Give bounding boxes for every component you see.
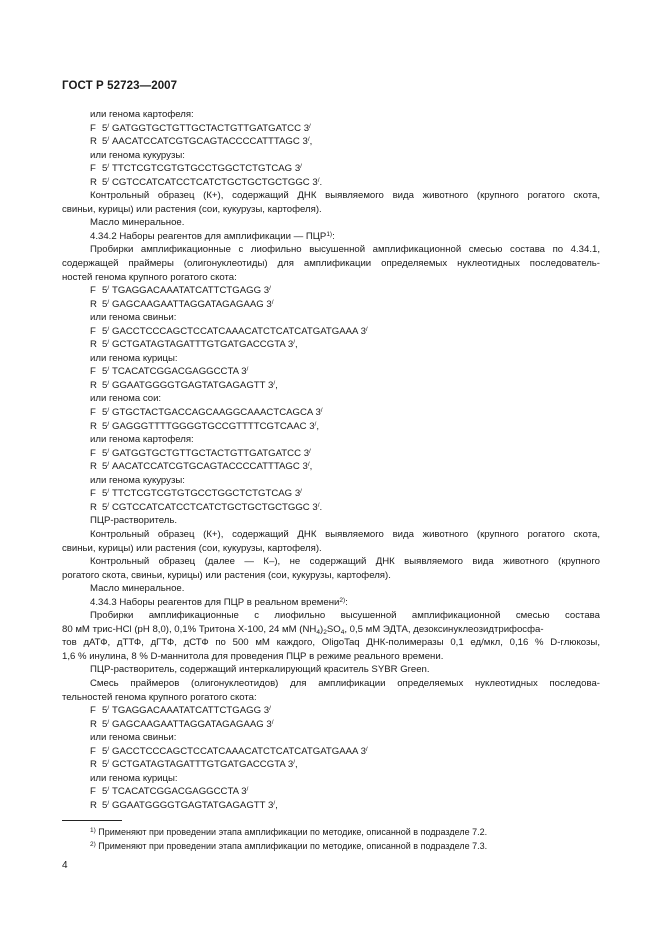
five-prime-label <box>102 406 112 420</box>
footnote <box>90 840 487 854</box>
primer-direction: F <box>90 366 96 378</box>
footnote-text: Применяют при проведении этапа амплификации по методике, описанной в подразделе 7.2. <box>98 827 488 837</box>
five-prime-label <box>102 501 112 515</box>
footnote-ref: 1) <box>326 230 333 238</box>
five-prime-label <box>102 325 112 339</box>
five-label: 5 <box>102 718 108 730</box>
prime-mark: / <box>107 420 110 428</box>
primer-direction: F <box>90 407 96 419</box>
primer-line <box>62 745 600 759</box>
primer-sequence: GAGCAAGAATTAGGATAGAGAAG <box>112 298 264 310</box>
five-prime-label <box>102 122 112 136</box>
prime-mark: / <box>307 461 310 469</box>
footnote-text: Применяют при проведении этапа амплификации по методике, описанной в подразделе 7.3. <box>98 840 488 851</box>
primer-direction: F <box>90 285 96 297</box>
primer-direction: R <box>90 799 97 811</box>
prime-mark: / <box>107 122 110 130</box>
primer-tail: , <box>295 759 298 771</box>
primer-tail: , <box>309 461 313 473</box>
primer-direction: R <box>90 461 97 473</box>
text-line: тельностей генома крупного рогатого скота: <box>62 691 257 703</box>
five-label: 5 <box>102 379 108 391</box>
primer-line <box>62 447 600 461</box>
primer-direction: F <box>90 745 96 757</box>
prime-mark: / <box>271 298 274 306</box>
text-line: 1,6 % инулина, 8 % D-маннитола для проведения ПЦР в режиме реального времени. <box>62 650 444 662</box>
text-line: Смесь праймеров (олигонуклеотидов) для амплификации определяемых нуклеотидных последова- <box>90 677 600 689</box>
text-part: ) <box>319 623 324 635</box>
prime-mark: / <box>107 176 110 184</box>
five-prime-label <box>102 460 112 474</box>
primer-sequence: TGAGGACAAATATCATTCTGAGG <box>112 285 262 297</box>
prime-mark: / <box>307 136 310 144</box>
primer-line <box>62 338 600 352</box>
prime-mark: / <box>107 786 110 794</box>
primer-direction: R <box>90 136 97 148</box>
primer-direction: F <box>90 163 96 175</box>
primer-line <box>62 785 600 799</box>
subscript: 4 <box>316 628 320 636</box>
text-line: Пробирки амплификационные с лиофильно высушенной амплификационной смесью состава по 4.34.1, <box>90 244 600 256</box>
three-label: 3 <box>303 122 310 134</box>
primer-line <box>62 704 600 718</box>
primer-sequence: GCTGATAGTAGATTTGTGATGACCGTA <box>112 759 286 771</box>
primer-line <box>62 176 600 190</box>
three-label: 3 <box>268 379 274 391</box>
three-label: 3 <box>309 420 315 432</box>
prime-mark: / <box>317 501 320 509</box>
section-heading-text: 4.34.2 Наборы реагентов для амплификации — ПЦР <box>90 230 327 242</box>
text-part: 80 мМ трис-HCl (рН 8,0), 0,1% Тритона Х-100, 24 мМ (NH <box>62 623 317 635</box>
three-label: 3 <box>263 285 270 297</box>
primer-sequence: GAGGGTTTTGGGGTGCCGTTTTCGTCAAC <box>112 420 307 432</box>
prime-mark: / <box>314 420 317 428</box>
five-label: 5 <box>102 298 108 310</box>
text-line: или генома кукурузы: <box>90 149 185 161</box>
text-line: или генома свиньи: <box>90 732 177 744</box>
primer-line <box>62 298 600 312</box>
prime-mark: / <box>300 163 302 171</box>
footnote <box>90 826 487 840</box>
primer-line <box>62 325 600 339</box>
primer-line <box>62 365 600 379</box>
five-label: 5 <box>102 501 108 513</box>
primer-direction: R <box>90 379 97 391</box>
section-heading <box>62 230 600 244</box>
prime-mark: / <box>300 488 302 496</box>
text-line: Контрольный образец (К+), содержащий ДНК выявляемого вида животного (крупного рогатого скота, <box>90 528 600 540</box>
primer-line <box>62 379 600 393</box>
primer-line <box>62 406 600 420</box>
prime-mark: / <box>269 705 271 713</box>
primer-tail: . <box>319 501 323 513</box>
primer-sequence: GACCTCCCAGCTCCATCAAACATCTCATCATGATGAAA <box>112 745 358 757</box>
five-prime-label <box>102 718 112 732</box>
primer-sequence: GCTGATAGTAGATTTGTGATGACCGTA <box>112 339 286 351</box>
text-line: или генома свиньи: <box>90 312 177 324</box>
primer-line <box>62 487 600 501</box>
prime-mark: / <box>246 366 249 374</box>
primer-line <box>62 135 600 149</box>
primer-direction: R <box>90 176 97 188</box>
text-line: Контрольный образец (К+), содержащий ДНК выявляемого вида животного (крупного рогатого скота, <box>90 190 600 202</box>
prime-mark: / <box>107 447 110 455</box>
primer-sequence: CGTCCATCATCCTCATCTGCTGCTGCTGGC <box>112 501 310 513</box>
primer-sequence: TTCTCGTCGTGTGCCTGGCTCTGTCAG <box>112 488 293 500</box>
five-label: 5 <box>102 122 108 134</box>
prime-mark: / <box>309 447 311 455</box>
section-heading-colon: : <box>345 596 348 608</box>
primer-sequence: GACCTCCCAGCTCCATCAAACATCTCATCATGATGAAA <box>112 325 358 337</box>
primer-line <box>62 799 600 813</box>
prime-mark: / <box>107 799 110 807</box>
five-label: 5 <box>102 759 108 771</box>
prime-mark: / <box>107 501 110 509</box>
text-line: или генома сои: <box>90 393 162 405</box>
five-prime-label <box>102 785 112 799</box>
document-header: ГОСТ Р 52723—2007 <box>62 80 178 92</box>
five-prime-label <box>102 487 112 501</box>
five-prime-label <box>102 758 112 772</box>
section-heading <box>62 596 600 610</box>
three-label: 3 <box>266 718 272 730</box>
five-label: 5 <box>102 799 108 811</box>
prime-mark: / <box>271 718 274 726</box>
primer-tail: , <box>275 799 278 811</box>
primer-direction: F <box>90 705 96 717</box>
page-number: 4 <box>62 860 68 871</box>
three-label: 3 <box>303 447 310 459</box>
primer-tail: , <box>316 420 320 432</box>
primer-line <box>62 284 600 298</box>
prime-mark: / <box>107 366 110 374</box>
text-line: Контрольный образец (далее — К–), не содержащий ДНК выявляемого вида животного (крупного <box>90 556 600 568</box>
text-line: или генома кукурузы: <box>90 474 185 486</box>
five-label: 5 <box>102 488 108 500</box>
five-label: 5 <box>102 447 108 459</box>
document-body <box>62 108 600 812</box>
section-heading-colon: : <box>332 230 335 242</box>
three-label: 3 <box>241 366 247 378</box>
text-line: или генома картофеля: <box>90 109 194 120</box>
three-label: 3 <box>263 705 270 717</box>
text-line: ПЦР-растворитель. <box>90 515 178 527</box>
prime-mark: / <box>365 325 368 333</box>
primer-sequence: GGAATGGGGTGAGTATGAGAGTT <box>112 379 266 391</box>
three-label: 3 <box>294 488 301 500</box>
prime-mark: / <box>107 759 110 767</box>
five-prime-label <box>102 135 112 149</box>
three-label: 3 <box>360 745 366 757</box>
footnote-ref: 2) <box>339 596 346 604</box>
three-label: 3 <box>302 461 308 473</box>
five-prime-label <box>102 704 112 718</box>
footnote-divider <box>62 820 122 821</box>
primer-line <box>62 501 600 515</box>
five-prime-label <box>102 447 112 461</box>
prime-mark: / <box>320 407 323 415</box>
five-prime-label <box>102 298 112 312</box>
five-label: 5 <box>102 786 108 798</box>
primer-line <box>62 460 600 474</box>
subscript: 2 <box>323 628 327 636</box>
text-line: ностей генома крупного рогатого скота: <box>62 271 237 283</box>
text-line: ПЦР-растворитель, содержащий интеркалирующий краситель SYBR Green. <box>90 664 430 676</box>
primer-direction: R <box>90 718 97 730</box>
footnotes <box>90 826 487 853</box>
five-label: 5 <box>102 745 108 757</box>
five-prime-label <box>102 176 112 190</box>
primer-tail: , <box>275 379 278 391</box>
primer-direction: R <box>90 420 97 432</box>
footnote-mark: 1) <box>90 827 96 834</box>
composition-line <box>62 623 600 637</box>
text-line: Масло минеральное. <box>90 217 185 229</box>
prime-mark: / <box>107 285 110 293</box>
five-prime-label <box>102 799 112 813</box>
five-label: 5 <box>102 705 108 717</box>
five-label: 5 <box>102 366 108 378</box>
prime-mark: / <box>107 379 110 387</box>
primer-tail: . <box>319 176 323 188</box>
five-label: 5 <box>102 176 108 188</box>
primer-line <box>62 420 600 434</box>
five-prime-label <box>102 162 112 176</box>
prime-mark: / <box>293 759 296 767</box>
primer-sequence: AACATCCATCGTGCAGTACCCCATTTAGC <box>112 461 300 473</box>
three-label: 3 <box>312 501 318 513</box>
primer-sequence: AACATCCATCGTGCAGTACCCCATTTAGC <box>112 136 300 148</box>
five-label: 5 <box>102 339 108 351</box>
text-line: рогатого скота, свиньи, курицы) или растения (сои, кукурузы, картофеля). <box>62 569 391 581</box>
section-heading-text: 4.34.3 Наборы реагентов для ПЦР в реальном времени <box>90 596 340 608</box>
prime-mark: / <box>273 379 276 387</box>
subscript: 4 <box>340 628 345 636</box>
primer-line <box>62 758 600 772</box>
prime-mark: / <box>107 298 110 306</box>
primer-direction: F <box>90 488 96 500</box>
primer-line <box>62 718 600 732</box>
five-label: 5 <box>102 420 108 432</box>
three-label: 3 <box>287 339 294 351</box>
primer-tail: , <box>295 339 298 351</box>
prime-mark: / <box>107 325 110 333</box>
prime-mark: / <box>246 786 249 794</box>
prime-mark: / <box>365 745 368 753</box>
five-prime-label <box>102 338 112 352</box>
primer-sequence: CGTCCATCATCCTCATCTGCTGCTGCTGGC <box>112 176 310 188</box>
five-label: 5 <box>102 461 108 473</box>
primer-sequence: TCACATCGGACGAGGCCTA <box>112 786 239 798</box>
text-line: свиньи, курицы) или растения (сои, кукурузы, картофеля). <box>62 203 322 215</box>
primer-direction: F <box>90 447 96 459</box>
primer-direction: R <box>90 501 97 513</box>
five-prime-label <box>102 365 112 379</box>
primer-direction: F <box>90 122 96 134</box>
three-label: 3 <box>302 136 308 148</box>
three-label: 3 <box>315 407 321 419</box>
three-label: 3 <box>360 325 366 337</box>
three-label: 3 <box>241 786 247 798</box>
primer-sequence: GGAATGGGGTGAGTATGAGAGTT <box>112 799 266 811</box>
prime-mark: / <box>269 285 271 293</box>
text-part: SO <box>326 623 341 635</box>
five-label: 5 <box>102 325 108 337</box>
primer-direction: F <box>90 325 96 337</box>
prime-mark: / <box>273 799 276 807</box>
text-line: содержащей праймеры (олигонуклеотиды) для амплификации определяемых нуклеотидных последователь- <box>62 258 600 270</box>
text-line: или генома картофеля: <box>90 434 194 446</box>
five-prime-label <box>102 420 112 434</box>
prime-mark: / <box>107 163 110 171</box>
primer-line <box>62 122 600 136</box>
five-label: 5 <box>102 163 108 175</box>
text-line: тов дАТФ, дТТФ, дГТФ, дСТФ по 500 мМ каждого, OligoTaq ДНК-полимеразы 0,1 ед/мкл, 0,16 % D-глюкозы, <box>62 637 600 649</box>
text-line: Масло минеральное. <box>90 583 185 595</box>
primer-tail: , <box>309 136 313 148</box>
prime-mark: / <box>107 136 110 144</box>
primer-direction: R <box>90 759 97 771</box>
primer-sequence: GAGCAAGAATTAGGATAGAGAAG <box>112 718 264 730</box>
primer-sequence: GATGGTGCTGTTGCTACTGTTGATGATCC <box>112 447 302 459</box>
prime-mark: / <box>107 488 110 496</box>
text-part: , 0,5 мМ ЭДТА, дезоксинуклеозидтрифосфа- <box>344 623 544 635</box>
three-label: 3 <box>294 163 301 175</box>
three-label: 3 <box>312 176 318 188</box>
prime-mark: / <box>107 407 110 415</box>
primer-sequence: TCACATCGGACGAGGCCTA <box>112 366 239 378</box>
primer-sequence: TTCTCGTCGTGTGCCTGGCTCTGTCAG <box>112 163 293 175</box>
prime-mark: / <box>107 745 110 753</box>
text-line: или генома курицы: <box>90 352 178 364</box>
text-line: Пробирки амплификационные с лиофильно высушенной амплификационной смесью состава <box>90 610 600 622</box>
five-label: 5 <box>102 285 108 297</box>
five-label: 5 <box>102 136 108 148</box>
prime-mark: / <box>309 122 311 130</box>
prime-mark: / <box>317 176 320 184</box>
prime-mark: / <box>293 339 296 347</box>
text-line: или генома курицы: <box>90 772 178 784</box>
prime-mark: / <box>107 339 110 347</box>
five-prime-label <box>102 284 112 298</box>
primer-sequence: TGAGGACAAATATCATTCTGAGG <box>112 705 262 717</box>
footnote-mark: 2) <box>90 840 96 848</box>
prime-mark: / <box>107 461 110 469</box>
primer-direction: F <box>90 786 96 798</box>
primer-sequence: GTGCTACTGACCAGCAAGGCAAACTCAGCA <box>112 407 313 419</box>
three-label: 3 <box>268 799 274 811</box>
five-prime-label <box>102 745 112 759</box>
primer-direction: R <box>90 298 97 310</box>
three-label: 3 <box>266 298 272 310</box>
primer-sequence: GATGGTGCTGTTGCTACTGTTGATGATCC <box>112 122 302 134</box>
three-label: 3 <box>287 759 294 771</box>
five-label: 5 <box>102 407 108 419</box>
text-line: свиньи, курицы) или растения (сои, кукурузы, картофеля). <box>62 542 322 554</box>
primer-line <box>62 162 600 176</box>
prime-mark: / <box>107 705 110 713</box>
primer-direction: R <box>90 339 97 351</box>
prime-mark: / <box>107 718 110 726</box>
five-prime-label <box>102 379 112 393</box>
